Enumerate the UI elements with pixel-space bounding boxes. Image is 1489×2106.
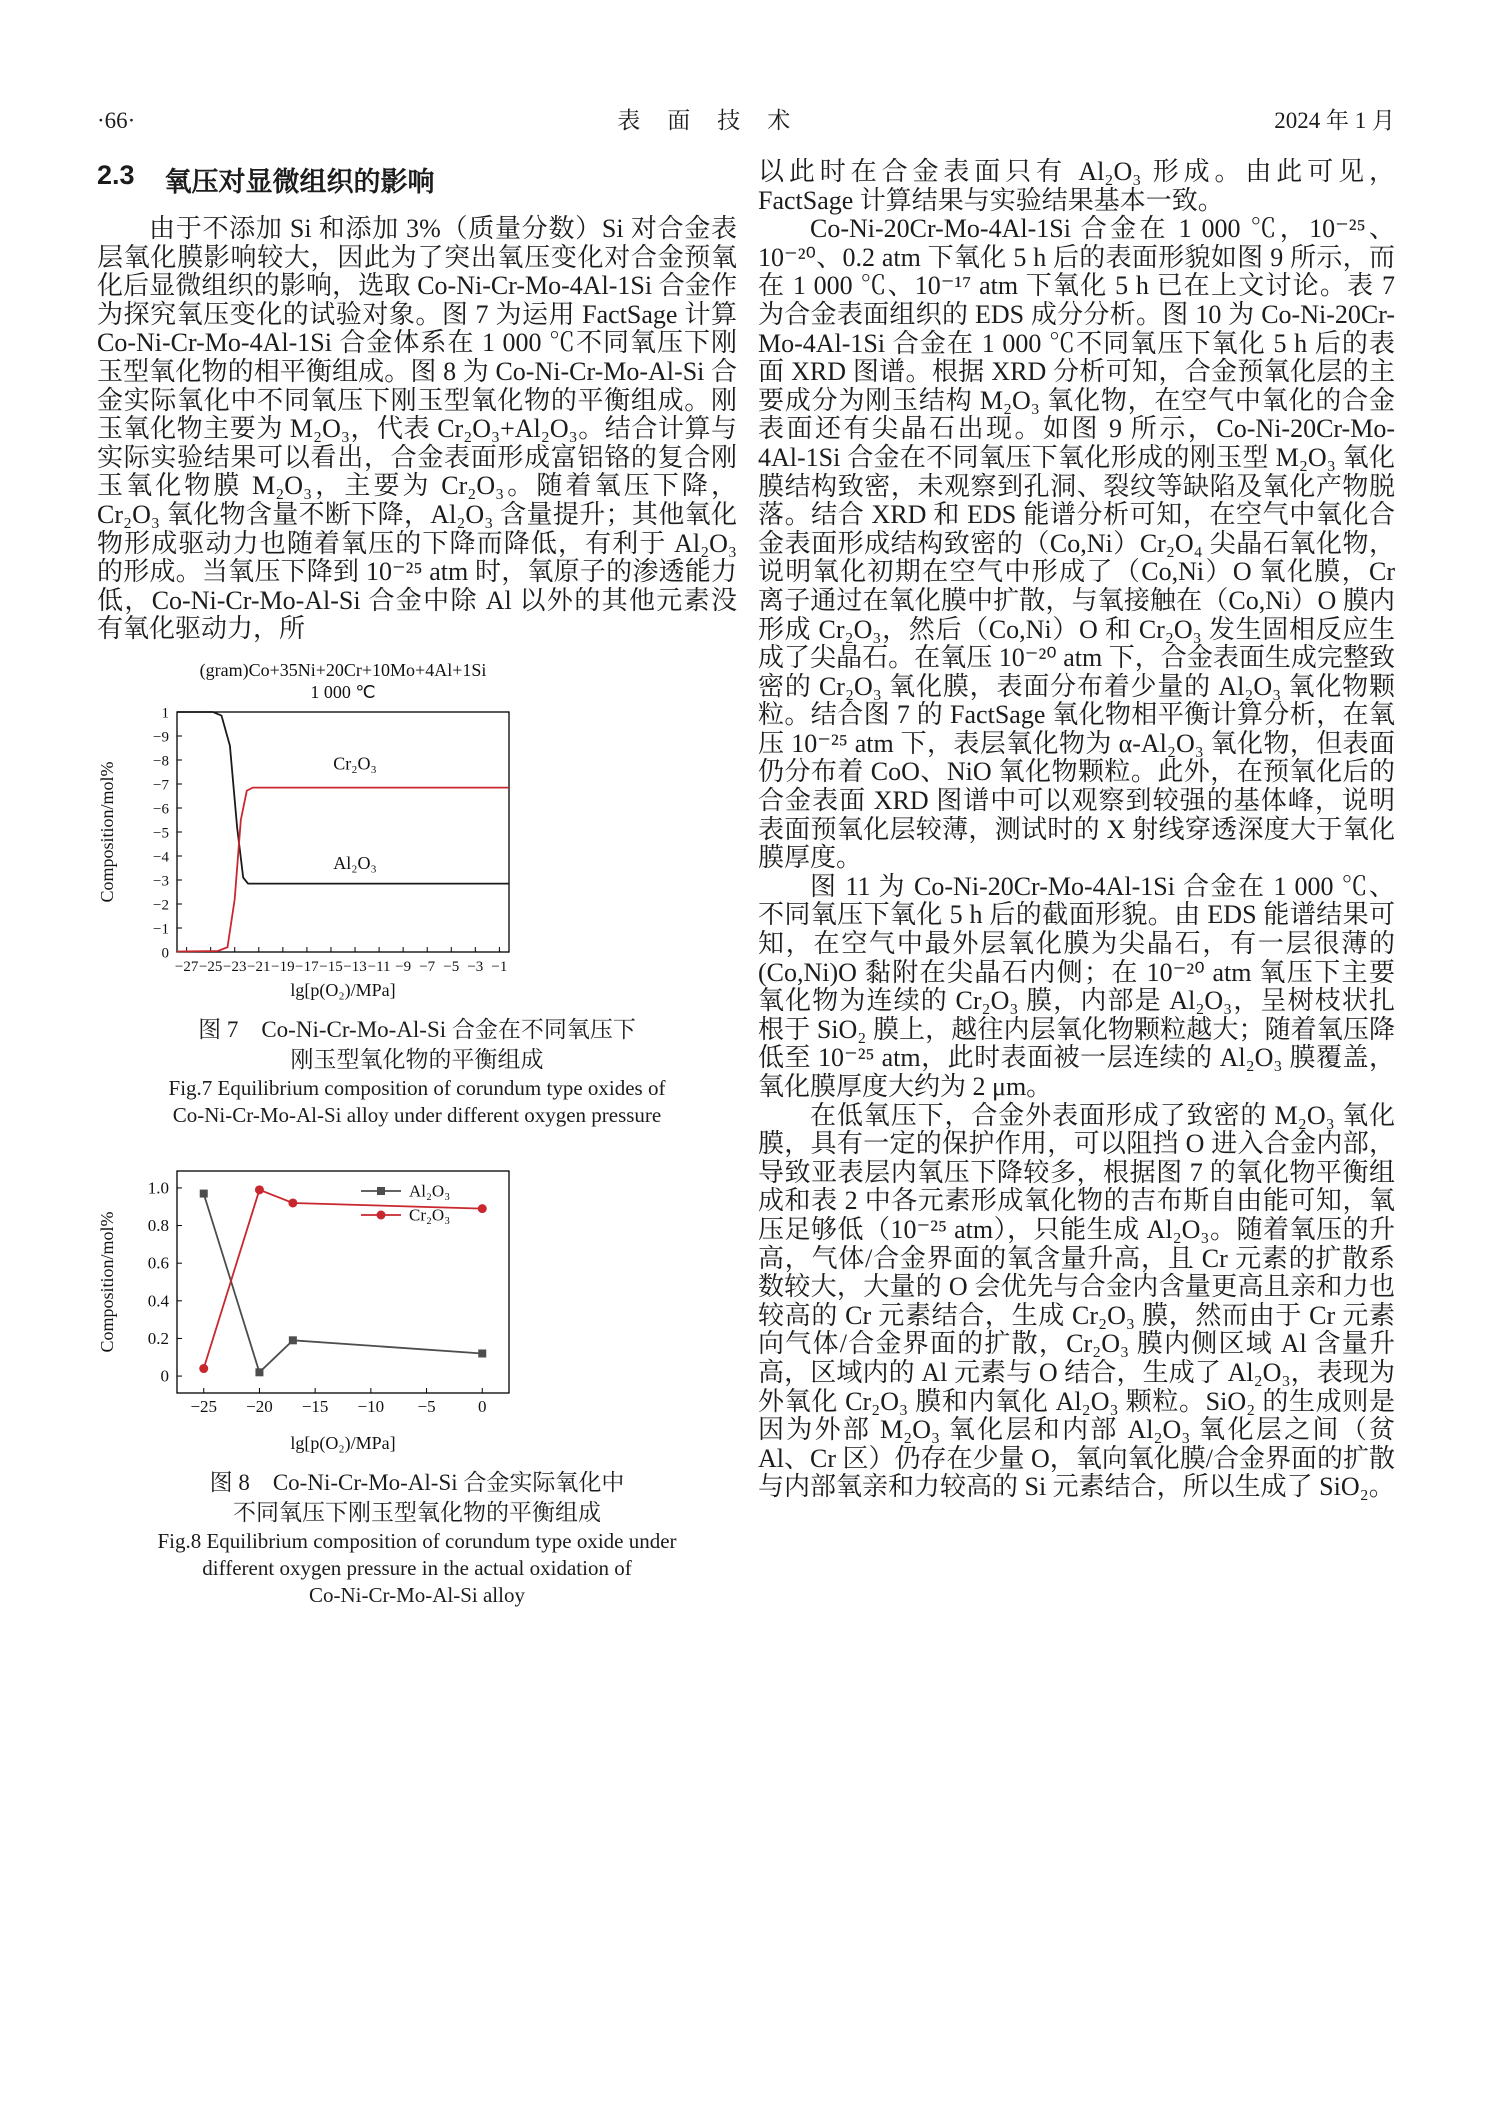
body-paragraph: Co-Ni-20Cr-Mo-4Al-1Si 合金在 1 000 ℃，10⁻²⁵、10⁻²⁰、0.2 atm 下氧化 5 h 后的表面形貌如图 9 所示，而在 1 000 ℃、10⁻¹⁷ atm 下氧化 5 h 已在上文讨论。表 7 为合金表面组织的 EDS 成分分析。图 10 为 Co-Ni-20Cr-Mo-4Al-1Si 合金在 1 000 ℃不同氧压下氧化 5 h 后的表面 XRD 图谱。根据 XRD 分析可知，合金预氧化层的主要成分为刚玉结构 M₂O₃ 氧化物，在空气中氧化的合金表面还有尖晶石出现。如图 9 所示，Co-Ni-20Cr-Mo-4Al-1Si 合金在不同氧压下氧化形成的刚玉型 M₂O₃ 氧化膜结构致密，未观察到孔洞、裂纹等缺陷及氧化产物脱落。结合 XRD 和 EDS 能谱分析可知，在空气中氧化合金表面形成结构致密的（Co,Ni）Cr₂O₄ 尖晶石氧化物，说明氧化初期在空气中形成了（Co,Ni）O 氧化膜，Cr 离子通过在氧化膜中扩散，与氧接触在（Co,Ni）O 膜内形成 Cr₂O₃，然后（Co,Ni）O 和 Cr₂O₃ 发生固相反应生成了尖晶石。在氧压 10⁻²⁰ atm 下，合金表面生成完整致密的 Cr₂O₃ 氧化膜，表面分布着少量的 Al₂O₃ 氧化物颗粒。结合图 7 的 FactSage 氧化物相平衡计算分析，在氧压 10⁻²⁵ atm 下，表层氧化物为 α-Al₂O₃ 氧化物，但表面仍分布着 CoO、NiO 氧化物颗粒。此外，在预氧化后的合金表面 XRD 图谱中可以观察到较强的基体峰，说明表面预氧化层较薄，测试时的 X 射线穿透深度大于氧化膜厚度。 xyxy=(758,214,1395,873)
figure8-chart xyxy=(97,1155,737,1462)
svg-text:(gram)Co+35Ni+20Cr+10Mo+4Al+1S: (gram)Co+35Ni+20Cr+10Mo+4Al+1Si xyxy=(199,659,487,680)
svg-text:lg[p(O₂)/MPa]: lg[p(O₂)/MPa] xyxy=(290,1432,396,1453)
svg-text:lg[p(O₂)/MPa]: lg[p(O₂)/MPa] xyxy=(290,979,396,1000)
section-title: 氧压对显微组织的影响 xyxy=(164,167,435,197)
figure7-caption-en-line2: Co-Ni-Cr-Mo-Al-Si alloy under different oxygen pressure xyxy=(172,1102,662,1127)
svg-text:−25: −25 xyxy=(198,958,223,975)
body-paragraph: 由于不添加 Si 和添加 3%（质量分数）Si 对合金表层氧化膜影响较大，因此为了突出氧压变化对合金预氧化后显微组织的影响，选取 Co-Ni-Cr-Mo-4Al-1Si 合金作为探究氧压变化的试验对象。图 7 为运用 FactSage 计算 Co-Ni-Cr-Mo-4Al-1Si 合金体系在 1 000 ℃不同氧压下刚玉型氧化物的相平衡组成。图 8 为 Co-Ni-Cr-Mo-Al-Si 合金实际氧化中不同氧压下刚玉型氧化物的平衡组成。刚玉氧化物主要为 M₂O₃，代表 Cr₂O₃+Al₂O₃。结合计算与实际实验结果可以看出，合金表面形成富铝铬的复合刚玉氧化物膜 M₂O₃，主要为 Cr₂O₃。随着氧压下降，Cr₂O₃ 氧化物含量不断下降，Al₂O₃ 含量提升；其他氧化物形成驱动力也随着氧压的下降而降低，有利于 Al₂O₃ 的形成。当氧压下降到 10⁻²⁵ atm 时，氧原子的渗透能力低，Co-Ni-Cr-Mo-Al-Si 合金中除 Al 以外的其他元素没有氧化驱动力，所 xyxy=(97,214,737,644)
svg-text:1.0: 1.0 xyxy=(147,1178,169,1198)
body-paragraph: 在低氧压下，合金外表面形成了致密的 M₂O₃ 氧化膜，具有一定的保护作用，可以阻挡 O 进入合金内部，导致亚表层内氧压下降较多，根据图 7 的氧化物平衡组成和表 2 中各元素形成氧化物的吉布斯自由能可知，氧压足够低（10⁻²⁵ atm），只能生成 Al₂O₃。随着氧压的升高，气体/合金界面的氧含量升高，且 Cr 元素的扩散系数较大，大量的 O 会优先与合金内含量更高且亲和力也较高的 Cr 元素结合，生成 Cr₂O₃ 膜，然而由于 Cr 元素向气体/合金界面的扩散，Cr₂O₃ 膜内侧区域 Al 含量升高，区域内的 Al 元素与 O 结合，生成了 Al₂O₃，表现为外氧化 Cr₂O₃ 膜和内氧化 Al₂O₃ 颗粒。SiO₂ 的生成则是因为外部 M₂O₃ 氧化层和内部 Al₂O₃ 氧化层之间（贫 Al、Cr 区）仍存在少量 O，氧向氧化膜/合金界面的扩散与内部氧亲和力较高的 Si 元素结合，所以生成了 SiO₂。 xyxy=(758,1100,1396,1502)
figure-8 xyxy=(97,1155,737,1609)
svg-text:−6: −6 xyxy=(153,801,169,818)
svg-text:−15: −15 xyxy=(319,958,343,975)
section-number: 2.3 xyxy=(97,160,135,190)
figure8-caption-cn-line2: 不同氧压下刚玉型氧化物的平衡组成 xyxy=(233,1499,601,1525)
svg-text:0: 0 xyxy=(160,1366,169,1386)
fig8-chart-svg xyxy=(97,1155,567,1457)
figure7-caption-en-line1: Fig.7 Equilibrium composition of corundum type oxides of xyxy=(168,1075,666,1100)
figure8-caption xyxy=(97,1468,737,1609)
svg-text:Al₂O₃: Al₂O₃ xyxy=(333,853,377,874)
svg-text:0.8: 0.8 xyxy=(147,1215,169,1235)
section-heading xyxy=(97,160,737,199)
svg-text:1 000 ℃: 1 000 ℃ xyxy=(310,681,376,702)
svg-text:Cr₂O₃: Cr₂O₃ xyxy=(333,753,377,774)
svg-text:−10: −10 xyxy=(357,1396,385,1416)
left-column xyxy=(97,158,737,1609)
body-paragraph: 以此时在合金表面只有 Al₂O₃ 形成。由此可见，FactSage 计算结果与实验结果基本一致。 xyxy=(758,157,1395,215)
svg-text:−5: −5 xyxy=(417,1396,436,1416)
page-header xyxy=(97,102,1395,135)
svg-text:−5: −5 xyxy=(153,825,169,842)
svg-text:0: 0 xyxy=(478,1396,487,1416)
svg-text:−9: −9 xyxy=(153,729,169,746)
svg-text:−27: −27 xyxy=(174,958,199,975)
svg-text:1: 1 xyxy=(161,705,169,722)
figure8-caption-en-line1: Fig.8 Equilibrium composition of corundum type oxide under xyxy=(157,1528,677,1553)
svg-text:−17: −17 xyxy=(295,958,319,975)
svg-text:−3: −3 xyxy=(467,958,484,975)
fig7-chart-svg xyxy=(97,656,567,1004)
svg-text:Composition/mol%: Composition/mol% xyxy=(97,1211,117,1353)
svg-text:−4: −4 xyxy=(153,849,169,866)
svg-text:−19: −19 xyxy=(271,958,295,975)
figure7-caption xyxy=(97,1015,737,1129)
figure-7 xyxy=(97,656,737,1129)
svg-text:−13: −13 xyxy=(343,958,367,975)
svg-text:−20: −20 xyxy=(246,1396,273,1416)
svg-text:−25: −25 xyxy=(190,1396,218,1416)
svg-text:Cr₂O₃: Cr₂O₃ xyxy=(409,1205,451,1225)
journal-title: 表 面 技 术 xyxy=(617,108,793,133)
figure8-caption-en-line2: different oxygen pressure in the actual oxidation of xyxy=(202,1555,632,1580)
svg-text:−7: −7 xyxy=(153,777,169,794)
svg-text:0.4: 0.4 xyxy=(147,1291,169,1311)
svg-text:−1: −1 xyxy=(491,958,508,975)
svg-text:−21: −21 xyxy=(247,958,271,975)
svg-text:0.6: 0.6 xyxy=(147,1253,169,1273)
figure8-caption-cn-line1: 图 8 Co-Ni-Cr-Mo-Al-Si 合金实际氧化中 xyxy=(209,1469,625,1495)
svg-text:0.2: 0.2 xyxy=(147,1328,169,1348)
svg-text:−11: −11 xyxy=(367,958,391,975)
svg-text:−3: −3 xyxy=(153,873,169,890)
figure8-caption-en-line3: Co-Ni-Cr-Mo-Al-Si alloy xyxy=(309,1582,525,1607)
svg-text:0: 0 xyxy=(161,945,169,962)
svg-text:−23: −23 xyxy=(223,958,247,975)
right-column xyxy=(758,158,1395,1502)
svg-text:−15: −15 xyxy=(301,1396,329,1416)
page-number: ·66· xyxy=(97,108,136,133)
svg-text:−7: −7 xyxy=(419,958,436,975)
body-paragraph: 图 11 为 Co-Ni-20Cr-Mo-4Al-1Si 合金在 1 000 ℃、不同氧压下氧化 5 h 后的截面形貌。由 EDS 能谱结果可知，在空气中最外层氧化膜为尖晶石，有一层很薄的(Co,Ni)O 黏附在尖晶石内侧；在 10⁻²⁰ atm 氧压下主要氧化物为连续的 Cr₂O₃ 膜，内部是 Al₂O₃，呈树枝状扎根于 SiO₂ 膜上，越往内层氧化物颗粒越大；随着氧压降低至 10⁻²⁵ atm，此时表面被一层连续的 Al₂O₃ 膜覆盖，氧化膜厚度大约为 2 μm。 xyxy=(758,871,1395,1101)
figure7-caption-cn-line2: 刚玉型氧化物的平衡组成 xyxy=(290,1046,544,1072)
svg-text:−5: −5 xyxy=(443,958,460,975)
svg-text:−1: −1 xyxy=(153,921,169,938)
svg-text:−8: −8 xyxy=(153,753,169,770)
svg-text:−9: −9 xyxy=(395,958,412,975)
svg-text:Al₂O₃: Al₂O₃ xyxy=(409,1181,451,1201)
svg-text:Composition/mol%: Composition/mol% xyxy=(97,761,117,903)
figure7-chart xyxy=(97,656,737,1009)
figure7-caption-cn-line1: 图 7 Co-Ni-Cr-Mo-Al-Si 合金在不同氧压下 xyxy=(198,1016,636,1042)
issue-date: 2024 年 1 月 xyxy=(1274,108,1395,133)
svg-text:−2: −2 xyxy=(153,897,169,914)
